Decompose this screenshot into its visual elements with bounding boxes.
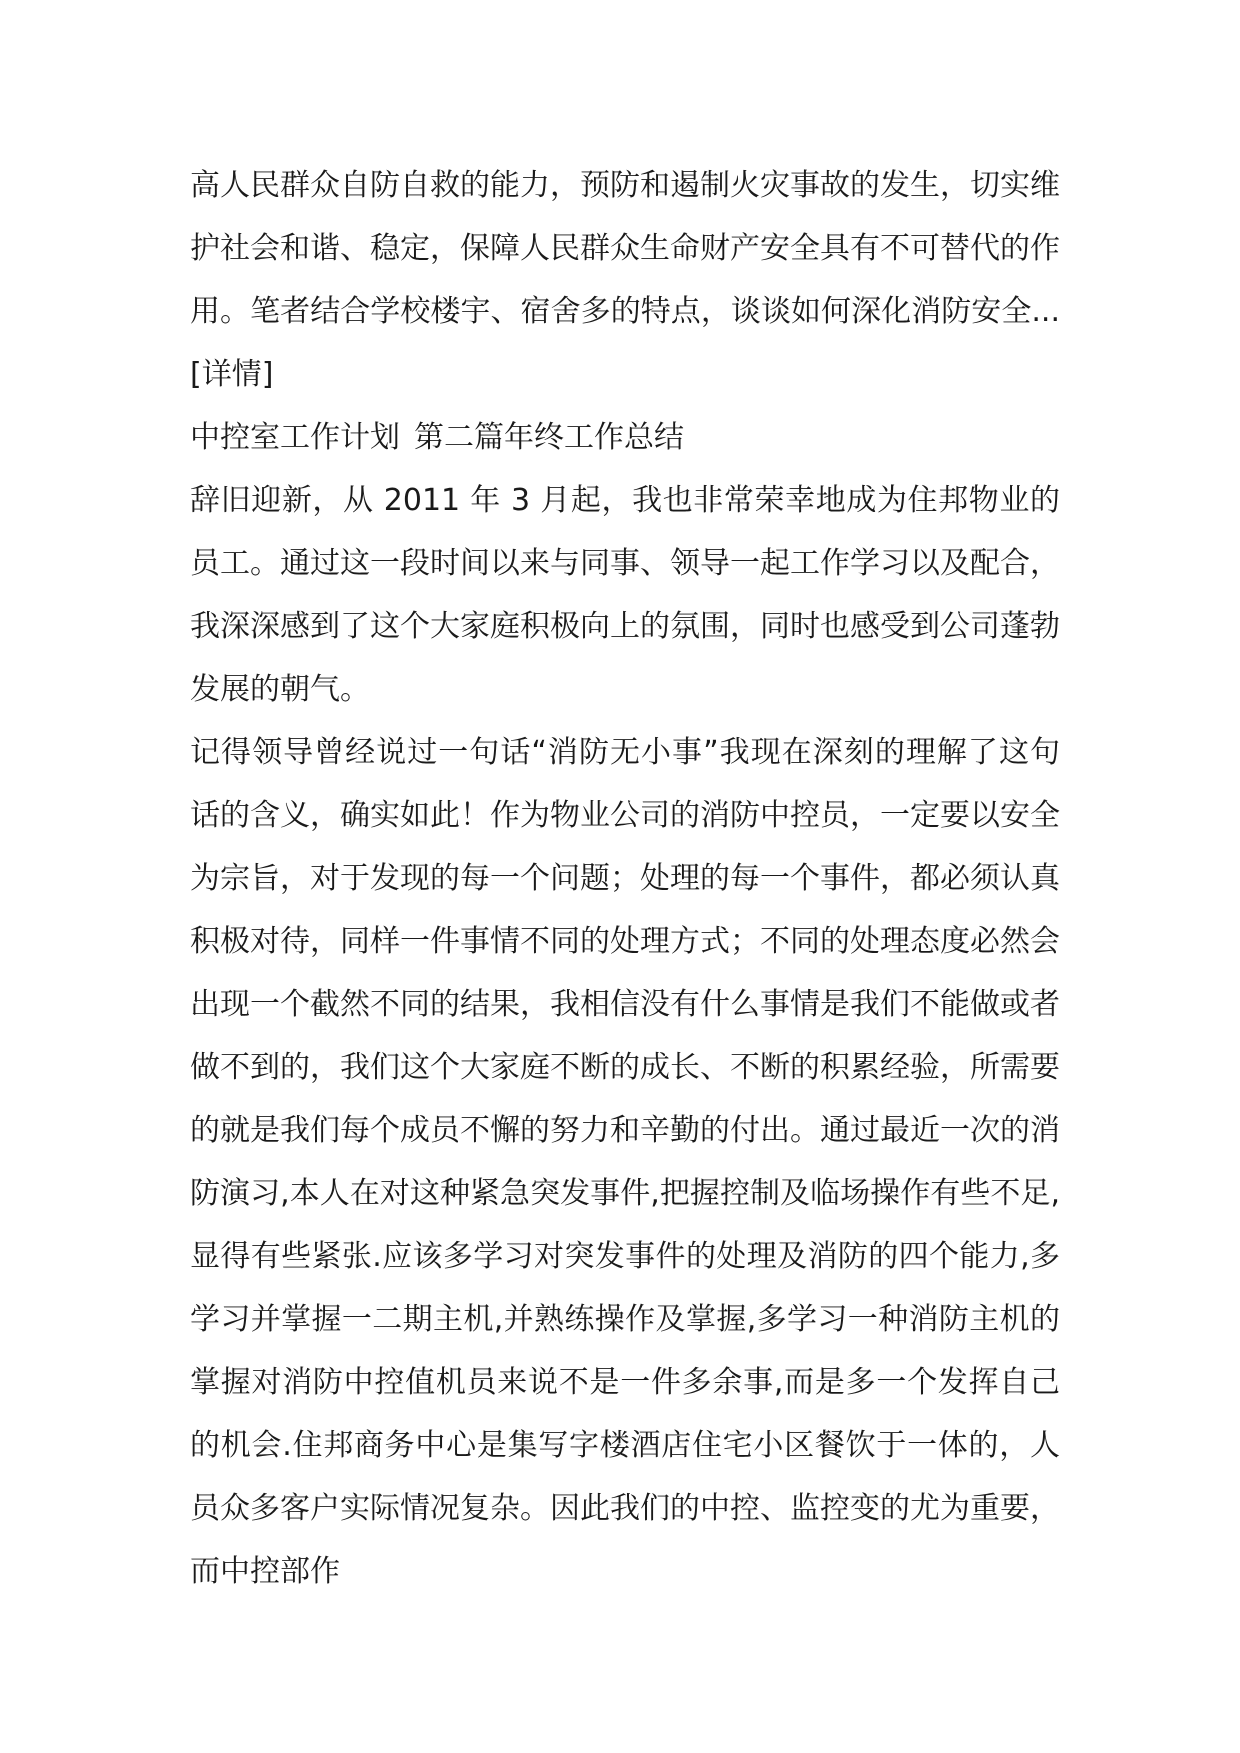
details-link[interactable]: [详情] bbox=[190, 357, 274, 392]
section-title-part1: 中控室工作计划 bbox=[190, 420, 400, 455]
section-title-part2: 第二篇年终工作总结 bbox=[414, 420, 684, 455]
body-paragraph: 辞旧迎新，从 2011 年 3 月起，我也非常荣幸地成为住邦物业的员工。通过这一段时间以来与同事、领导一起工作学习以及配合，我深深感到了这个大家庭积极向上的氛围，同时也感受到公司蓬勃发展的朝气。 bbox=[190, 483, 1060, 707]
document-body bbox=[190, 154, 1060, 1603]
section-title bbox=[190, 406, 1060, 469]
intro-paragraph bbox=[190, 154, 1060, 406]
body-paragraph: 记得领导曾经说过一句话“消防无小事”我现在深刻的理解了这句话的含义，确实如此！作为物业公司的消防中控员，一定要以安全为宗旨，对于发现的每一个问题；处理的每一个事件，都必须认真积极对待，同样一件事情不同的处理方式；不同的处理态度必然会出现一个截然不同的结果，我相信没有什么事情是我们不能做或者做不到的，我们这个大家庭不断的成长、不断的积累经验，所需要的就是我们每个成员不懈的努力和辛勤的付出。通过最近一次的消防演习,本人在对这种紧急突发事件,把握控制及临场操作有些不足,显得有些紧张.应该多学习对突发事件的处理及消防的四个能力,多学习并掌握一二期主机,并熟练操作及掌握,多学习一种消防主机的掌握对消防中控值机员来说不是一件多余事,而是多一个发挥自己的机会.住邦商务中心是集写字楼酒店住宅小区餐饮于一体的，人员众多客户实际情况复杂。因此我们的中控、监控变的尤为重要，而中控部作 bbox=[190, 735, 1060, 1589]
intro-paragraph-text: 高人民群众自防自救的能力，预防和遏制火灾事故的发生，切实维护社会和谐、稳定，保障人民群众生命财产安全具有不可替代的作用。笔者结合学校楼宇、宿舍多的特点，谈谈如何深化消防安全... bbox=[190, 168, 1060, 329]
